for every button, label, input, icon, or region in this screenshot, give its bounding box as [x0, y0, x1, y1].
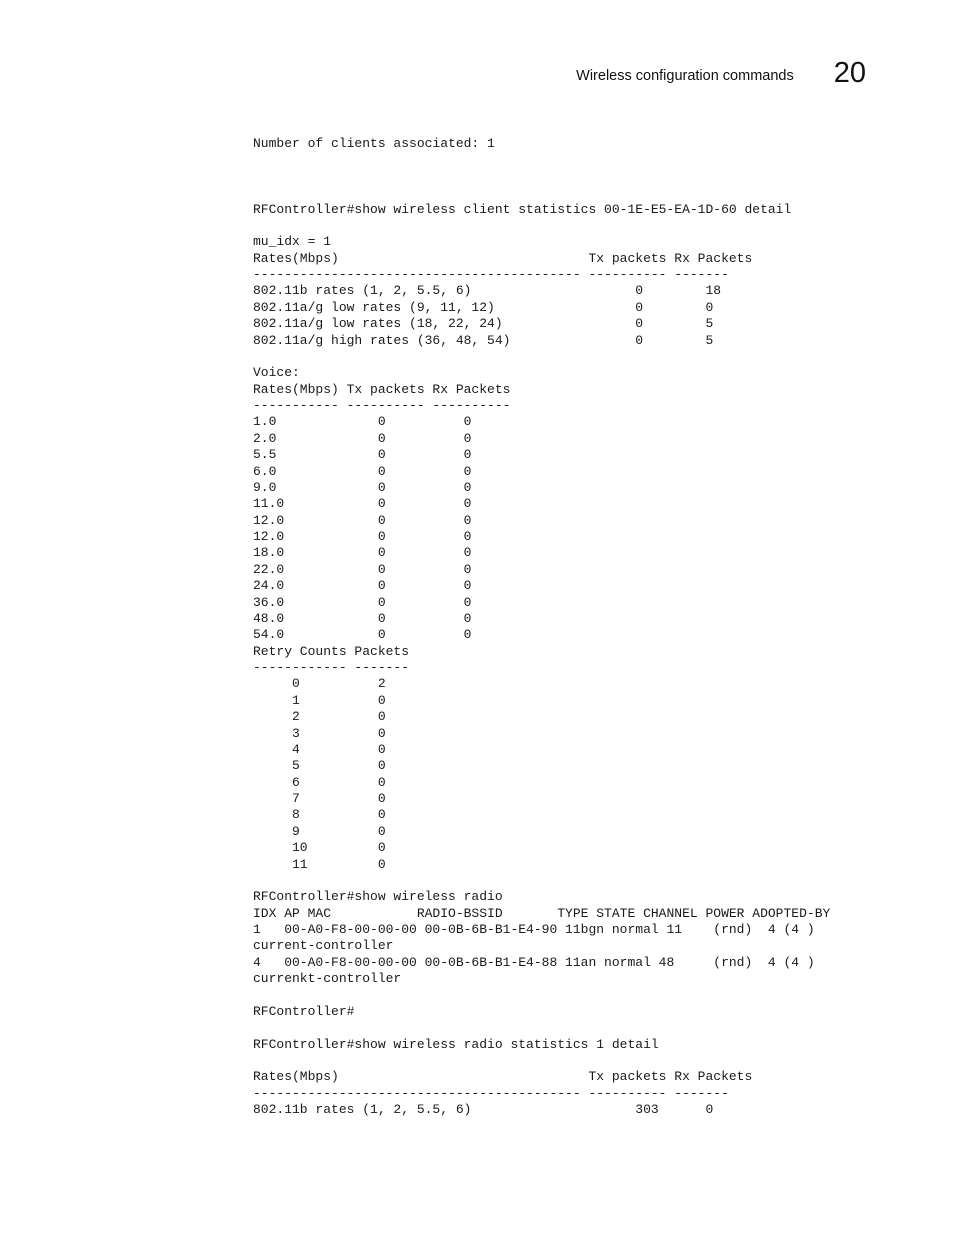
- cli-line: [253, 185, 830, 201]
- cli-line: 22.0 0 0: [253, 561, 472, 577]
- cli-line: [253, 349, 830, 365]
- cli-line: 802.11b rates (1, 2, 5.5, 6) 303 0: [253, 1102, 714, 1118]
- cli-line: 7 0: [253, 791, 386, 806]
- header-title: Wireless configuration commands: [576, 68, 794, 84]
- cli-line: 4 0: [253, 741, 386, 757]
- cli-line: RFController#show wireless radio: [253, 889, 503, 905]
- cli-line: 6 0: [253, 774, 386, 790]
- cli-line: 24.0 0 0: [253, 578, 472, 594]
- cli-line: 4 00-A0-F8-00-00-00 00-0B-6B-B1-E4-88 11an normal 48 (rnd) 4 (4 ): [253, 954, 815, 970]
- cli-line: [253, 152, 830, 168]
- cli-line: Retry Counts Packets: [253, 643, 410, 659]
- cli-line: ----------- ---------- ----------: [253, 398, 511, 413]
- cli-line: 11.0 0 0: [253, 496, 472, 512]
- cli-line: 802.11a/g low rates (18, 22, 24) 0 5: [253, 316, 714, 332]
- cli-line: 9 0: [253, 823, 386, 839]
- cli-line: 1.0 0 0: [253, 414, 472, 430]
- cli-line: IDX AP MAC RADIO-BSSID TYPE STATE CHANNEL POWER ADOPTED-BY: [253, 905, 831, 921]
- cli-line: RFController#: [253, 1003, 355, 1019]
- cli-line: 802.11a/g high rates (36, 48, 54) 0 5: [253, 332, 714, 348]
- cli-line: [253, 1053, 830, 1069]
- cli-line: Voice:: [253, 365, 300, 381]
- cli-line: 3 0: [253, 725, 386, 741]
- cli-line: 54.0 0 0: [253, 627, 472, 643]
- cli-line: currenkt-controller: [253, 971, 402, 987]
- cli-output-block: [253, 136, 830, 1119]
- cli-line: Rates(Mbps) Tx packets Rx Packets: [253, 381, 511, 397]
- cli-line: 48.0 0 0: [253, 610, 472, 626]
- cli-line: [253, 218, 830, 234]
- cli-line: 2 0: [253, 709, 386, 725]
- cli-line: 5 0: [253, 758, 386, 774]
- cli-line: ------------------------------------------ ---------- -------: [253, 1085, 729, 1101]
- cli-line: 36.0 0 0: [253, 594, 472, 610]
- cli-line: 18.0 0 0: [253, 545, 472, 561]
- cli-line: 6.0 0 0: [253, 463, 472, 479]
- cli-line: 12.0 0 0: [253, 529, 472, 544]
- cli-line: Number of clients associated: 1: [253, 136, 495, 151]
- cli-line: 802.11a/g low rates (9, 11, 12) 0 0: [253, 299, 714, 315]
- cli-line: 12.0 0 0: [253, 512, 472, 528]
- cli-line: 9.0 0 0: [253, 479, 472, 495]
- cli-line: [253, 873, 830, 889]
- cli-line: Rates(Mbps) Tx packets Rx Packets: [253, 1069, 753, 1085]
- cli-line: 1 0: [253, 692, 386, 708]
- cli-line: ------------------------------------------ ---------- -------: [253, 267, 729, 282]
- chapter-number: 20: [833, 56, 866, 89]
- cli-line: mu_idx = 1: [253, 234, 332, 250]
- cli-line: 802.11b rates (1, 2, 5.5, 6) 0 18: [253, 283, 722, 299]
- cli-line: current-controller: [253, 938, 394, 954]
- cli-line: RFController#show wireless radio statistics 1 detail: [253, 1036, 659, 1052]
- cli-line: 10 0: [253, 840, 386, 856]
- page-header: [576, 55, 866, 91]
- cli-line: RFController#show wireless client statistics 00-1E-E5-EA-1D-60 detail: [253, 201, 792, 217]
- cli-line: 2.0 0 0: [253, 430, 472, 446]
- cli-line: 11 0: [253, 856, 386, 872]
- cli-line: Rates(Mbps) Tx packets Rx Packets: [253, 250, 753, 266]
- cli-line: [253, 988, 830, 1004]
- cli-line: [253, 1020, 830, 1036]
- cli-line: ------------ -------: [253, 660, 410, 675]
- cli-line: 5.5 0 0: [253, 447, 472, 463]
- cli-line: 1 00-A0-F8-00-00-00 00-0B-6B-B1-E4-90 11bgn normal 11 (rnd) 4 (4 ): [253, 922, 815, 937]
- cli-line: 8 0: [253, 807, 386, 823]
- cli-line: 0 2: [253, 676, 386, 692]
- cli-line: [253, 169, 830, 185]
